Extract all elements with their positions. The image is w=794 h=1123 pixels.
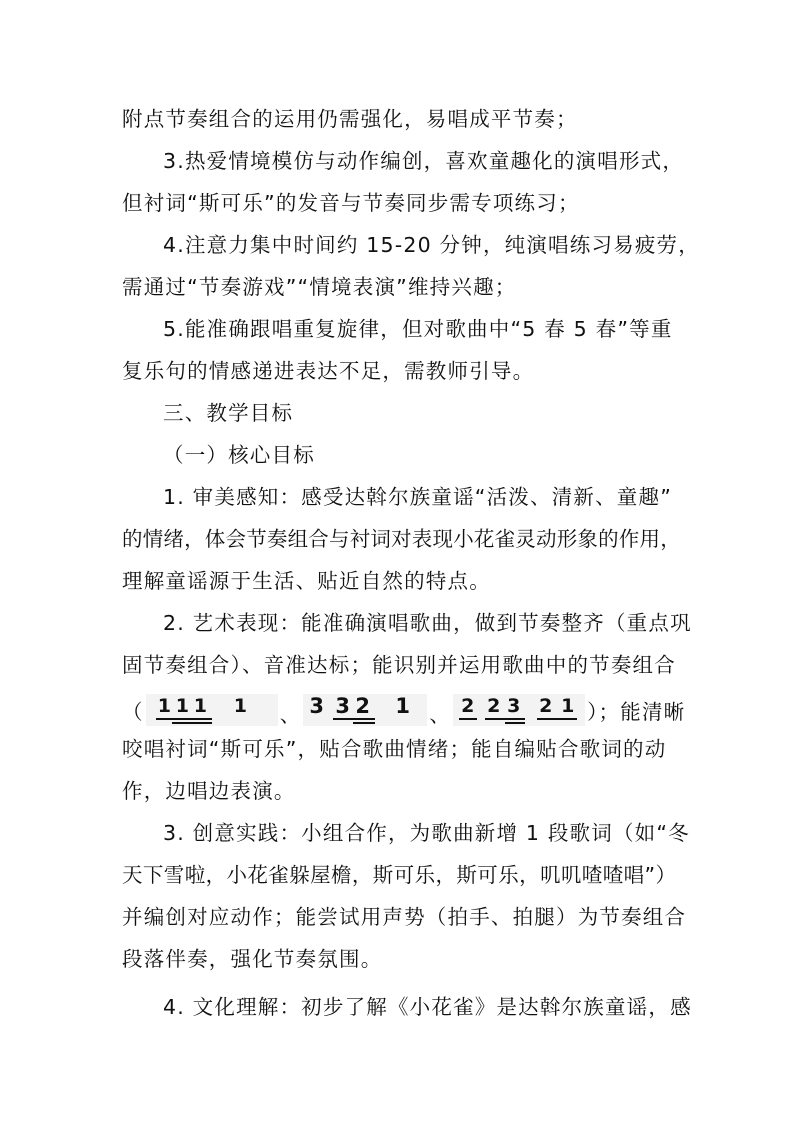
open-paren: （ — [122, 700, 144, 724]
text-line: 理解童谣源于生活、贴近自然的特点。 — [122, 569, 491, 593]
close-paren-text: ）；能清晰 — [587, 700, 686, 724]
note: 1 — [175, 695, 189, 717]
separator: 、 — [429, 703, 452, 727]
text-line: 作，边唱边表演。 — [122, 779, 296, 803]
text-line: 并编创对应动作；能尝试用声势（拍手、拍腿）为节奏组合 — [122, 905, 687, 929]
rhythm-group-3 — [453, 694, 585, 726]
note: 1 — [395, 694, 411, 718]
text-line: 3. 创意实践：小组合作，为歌曲新增 1 段歌词（如“冬 — [163, 821, 690, 845]
notation-line — [122, 690, 685, 726]
text-line: 段落伴奏，强化节奏氛围。 — [122, 947, 383, 971]
text-line: 但衬词“斯可乐”的发音与节奏同步需专项练习； — [122, 191, 580, 215]
rhythm-group-2 — [303, 694, 427, 726]
note: 1 — [157, 695, 171, 717]
text-line: 天下雪啦，小花雀躲屋檐，斯可乐，斯可乐，叽叽喳喳唱”） — [122, 863, 677, 887]
rhythm-group-1 — [146, 694, 278, 726]
note: 1 — [233, 695, 247, 717]
note: 2 — [539, 695, 553, 717]
text-line: 需通过“节奏游戏”“情境表演”维持兴趣； — [122, 275, 517, 299]
separator: 、 — [279, 703, 302, 727]
text-line: 附点节奏组合的运用仍需强化，易唱成平节奏； — [122, 107, 578, 131]
text-line: 复乐句的情感递进表达不足，需教师引导。 — [122, 359, 535, 383]
note: 1 — [193, 695, 207, 717]
section-heading: 三、教学目标 — [163, 401, 294, 425]
text-line: 的情绪，体会节奏组合与衬词对表现小花雀灵动形象的作用， — [122, 527, 681, 551]
subsection-heading: （一）核心目标 — [163, 443, 315, 467]
text-line: 3.热爱情境模仿与动作编创，喜欢童趣化的演唱形式， — [163, 149, 685, 173]
note: 2 — [461, 695, 475, 717]
text-line: 4.注意力集中时间约 15-20 分钟，纯演唱练习易疲劳， — [163, 233, 700, 257]
note: 3 — [309, 694, 325, 718]
text-line: 固节奏组合）、音准达标；能识别并运用歌曲中的节奏组合 — [122, 653, 676, 677]
text-line: 5.能准确跟唱重复旋律，但对歌曲中“5 春 5 春”等重 — [163, 317, 673, 341]
note: 2 — [487, 695, 501, 717]
note: 1 — [561, 695, 575, 717]
note: 2 — [355, 694, 371, 718]
note: 3 — [335, 694, 351, 718]
text-line: 2. 艺术表现：能准确演唱歌曲，做到节奏整齐（重点巩 — [163, 611, 692, 635]
text-line: 1. 审美感知：感受达斡尔族童谣“活泼、清新、童趣” — [163, 485, 673, 509]
note: 3 — [507, 695, 521, 717]
text-line: 咬唱衬词“斯可乐”，贴合歌曲情绪；能自编贴合歌词的动 — [122, 737, 667, 761]
text-line: 4. 文化理解：初步了解《小花雀》是达斡尔族童谣，感 — [163, 995, 692, 1019]
